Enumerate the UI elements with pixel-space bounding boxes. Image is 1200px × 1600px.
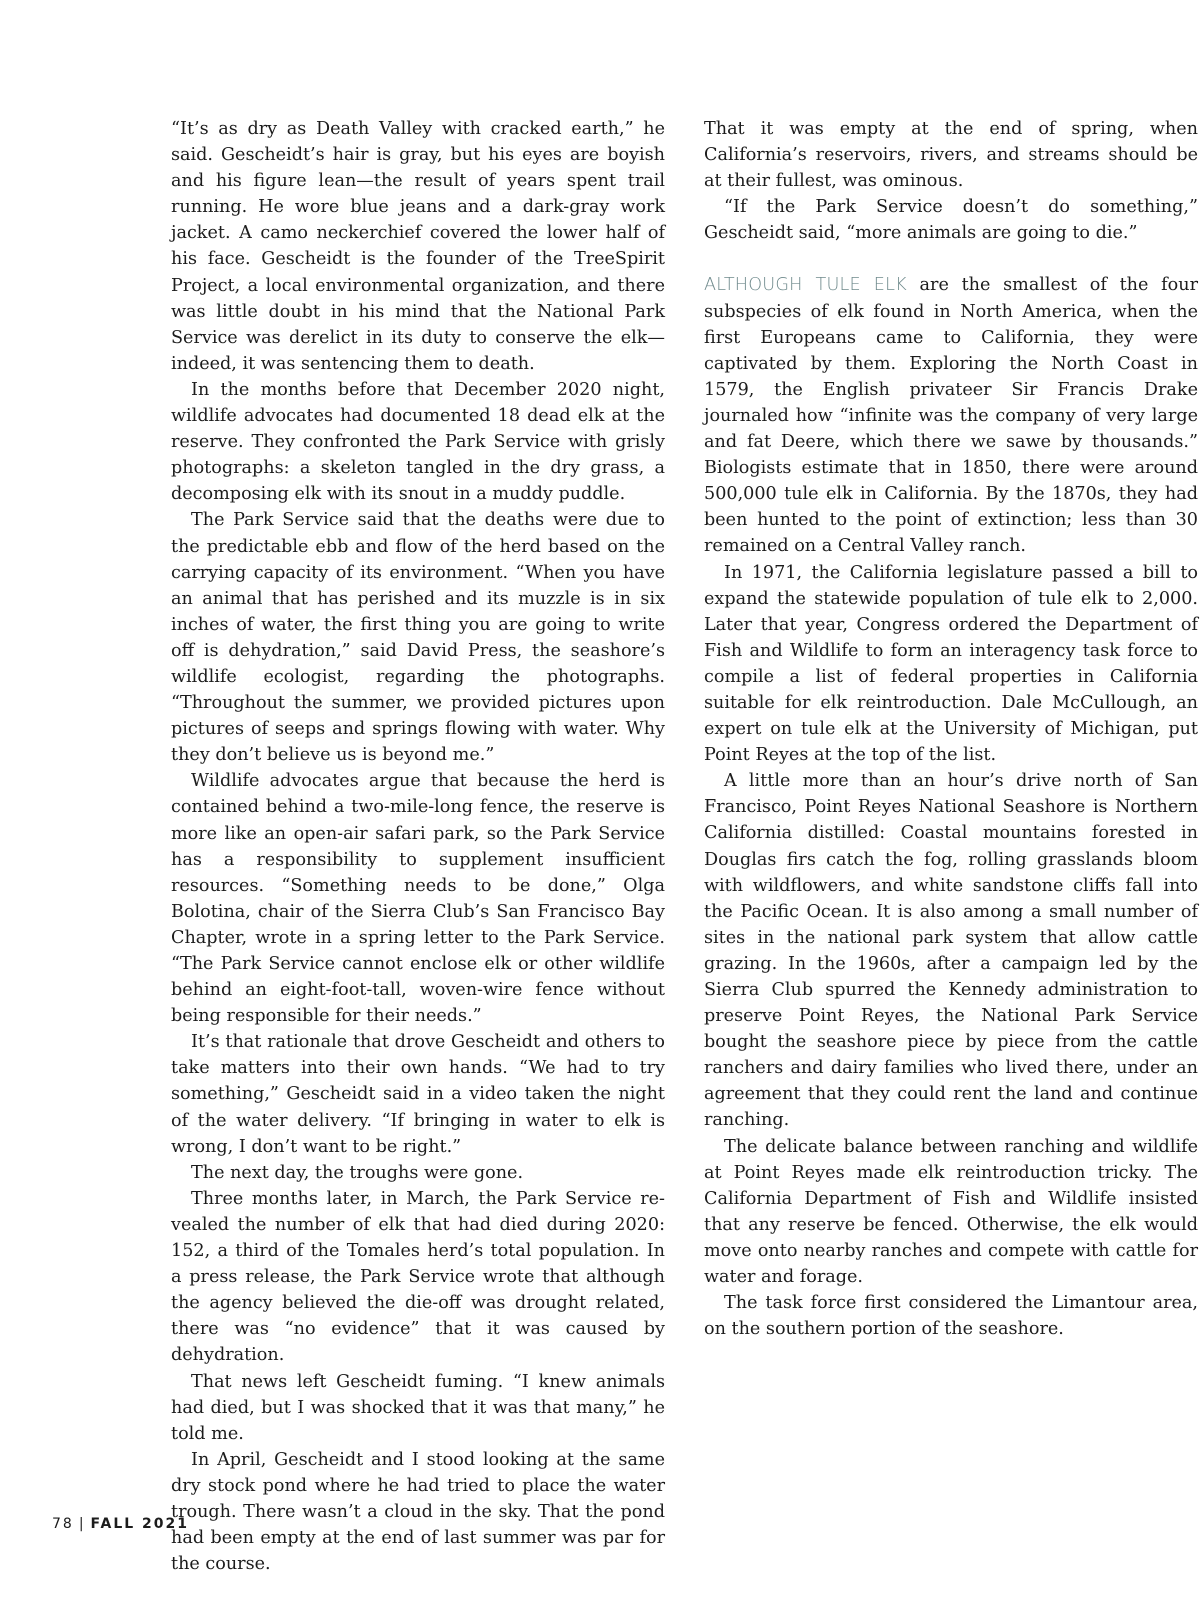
paragraph: “It’s as dry as Death Valley with cracked earth,” he said. Gescheidt’s hair is gray, but his eyes are boyish and his figure lean—the result of years spent trail running. He wore blue jeans and a dark-gray work jacket. A camo neckerchief covered the lower half of his face. Gescheidt is the founder of the TreeSpirit Project, a local environmental organization, and there was little doubt in his mind that the National Park Service was derelict in its duty to conserve the elk—indeed, it was sentencing them to death. — [171, 119, 665, 374]
paragraph: In April, Gescheidt and I stood looking at the same dry stock pond where he had tried to place the water trough. There wasn’t a cloud in the sky. That the pond had been empty at the end of last summer was par for the course. — [171, 1449, 665, 1575]
paragraph: A little more than an hour’s drive north of San Francisco, Point Reyes National Seashore is Northern California distilled: Coastal mountains forested in Douglas firs catch the fog, rolling grasslands bloom with wildflowers, and white sandstone cliffs fall into the Pacific Ocean. It is also among a small number of sites in the national park system that allow cattle grazing. In the 1960s, after a campaign led by the Sierra Club spurred the Kennedy administration to preserve Point Reyes, the National Park Service bought the seashore piece by piece from the cattle ranchers and dairy families who lived there, under an agreement that they could rent the land and continue ranching. — [704, 771, 1198, 1131]
page-number: 78 — [52, 1516, 74, 1532]
left-column — [171, 116, 665, 1577]
paragraph: “If the Park Service doesn’t do something,” Gescheidt said, “more animals are going to die.” — [704, 197, 1198, 244]
page-footer — [52, 1516, 189, 1532]
paragraph: In the months before that December 2020 night, wildlife advocates had documented 18 dead elk at the reserve. They confronted the Park Service with grisly photographs: a skeleton tangled in the dry grass, a decomposing elk with its snout in a muddy puddle. — [171, 379, 665, 505]
right-column — [704, 116, 1198, 1342]
paragraph: It’s that rationale that drove Gescheidt and others to take matters into their own hands. “We had to try something,” Gescheidt said in a video taken the night of the water delivery. “If bringing in water to elk is wrong, I don’t want to be right.” — [171, 1032, 665, 1157]
paragraph: In 1971, the California legislature passed a bill to expand the statewide population of tule elk to 2,000. Later that year, Congress ordered the Department of Fish and Wildlife to form an interagency task force to compile a list of federal properties in California suitable for elk reintroduction. Dale McCullough, an expert on tule elk at the University of Michigan, put Point Reyes at the top of the list. — [704, 562, 1198, 766]
section-lead-in: ALTHOUGH TULE ELK — [704, 275, 907, 296]
paragraph: That it was empty at the end of spring, when California’s reservoirs, rivers, and streams should be at their fullest, was ominous. — [704, 119, 1198, 192]
paragraph: The next day, the troughs were gone. — [191, 1162, 524, 1183]
paragraph: That news left Gescheidt fuming. “I knew animals had died, but I was shocked that it was that many,” he told me. — [171, 1371, 665, 1444]
section-opening-paragraph — [704, 272, 1198, 559]
paragraph: Three months later, in March, the Park Service revealed the number of elk that had died during 2020: 152, a third of the Tomales herd’s total population. In a press release, the Park Service wrote that although the agency believed the die-off was drought related, there was “no evidence” that it was caused by dehydration. — [171, 1188, 665, 1366]
paragraph: The delicate balance between ranching and wildlife at Point Reyes made elk reintroduction tricky. The California Department of Fish and Wildlife insisted that any reserve be fenced. Otherwise, the elk would move onto nearby ranches and compete with cattle for water and forage. — [704, 1136, 1198, 1288]
footer-separator: | — [78, 1516, 86, 1532]
paragraph: Wildlife advocates argue that because the herd is contained behind a two-mile-long fence, the reserve is more like an open-air safari park, so the Park Service has a responsibility to supplement insufficient resources. “Something needs to be done,” Olga Bolotina, chair of the Sierra Club’s San Francisco Bay Chapter, wrote in a spring letter to the Park Service. “The Park Service cannot enclose elk or other wildlife behind an eight-foot-tall, woven-wire fence without being responsible for their needs.” — [171, 771, 665, 1027]
section-opening-text: are the smallest of the four subspecies of elk found in North America, when the first Europeans came to California, they were captivated by them. Exploring the North Coast in 1579, the English privateer Sir Francis Drake journaled how “infinite was the company of very large and fat Deere, which there we sawe by thousands.” Biologists estimate that in 1850, there were around 500,000 tule elk in California. By the 1870s, they had been hunted to the point of extinction; less than 30 remained on a Central Valley ranch. — [704, 275, 1198, 557]
paragraph: The Park Service said that the deaths were due to the predictable ebb and flow of the herd based on the carrying capacity of its environment. “When you have an animal that has perished and its muzzle is in six inches of water, the first thing you are going to write off is dehydration,” said David Press, the seashore’s wildlife ecologist, regarding the photographs. “Throughout the summer, we provided pictures upon pictures of seeps and springs flowing with water. Why they don’t believe us is beyond me.” — [171, 510, 665, 766]
paragraph: The task force first considered the Limantour area, on the southern portion of the seashore. — [704, 1293, 1198, 1340]
issue-label: FALL 2021 — [90, 1516, 190, 1532]
